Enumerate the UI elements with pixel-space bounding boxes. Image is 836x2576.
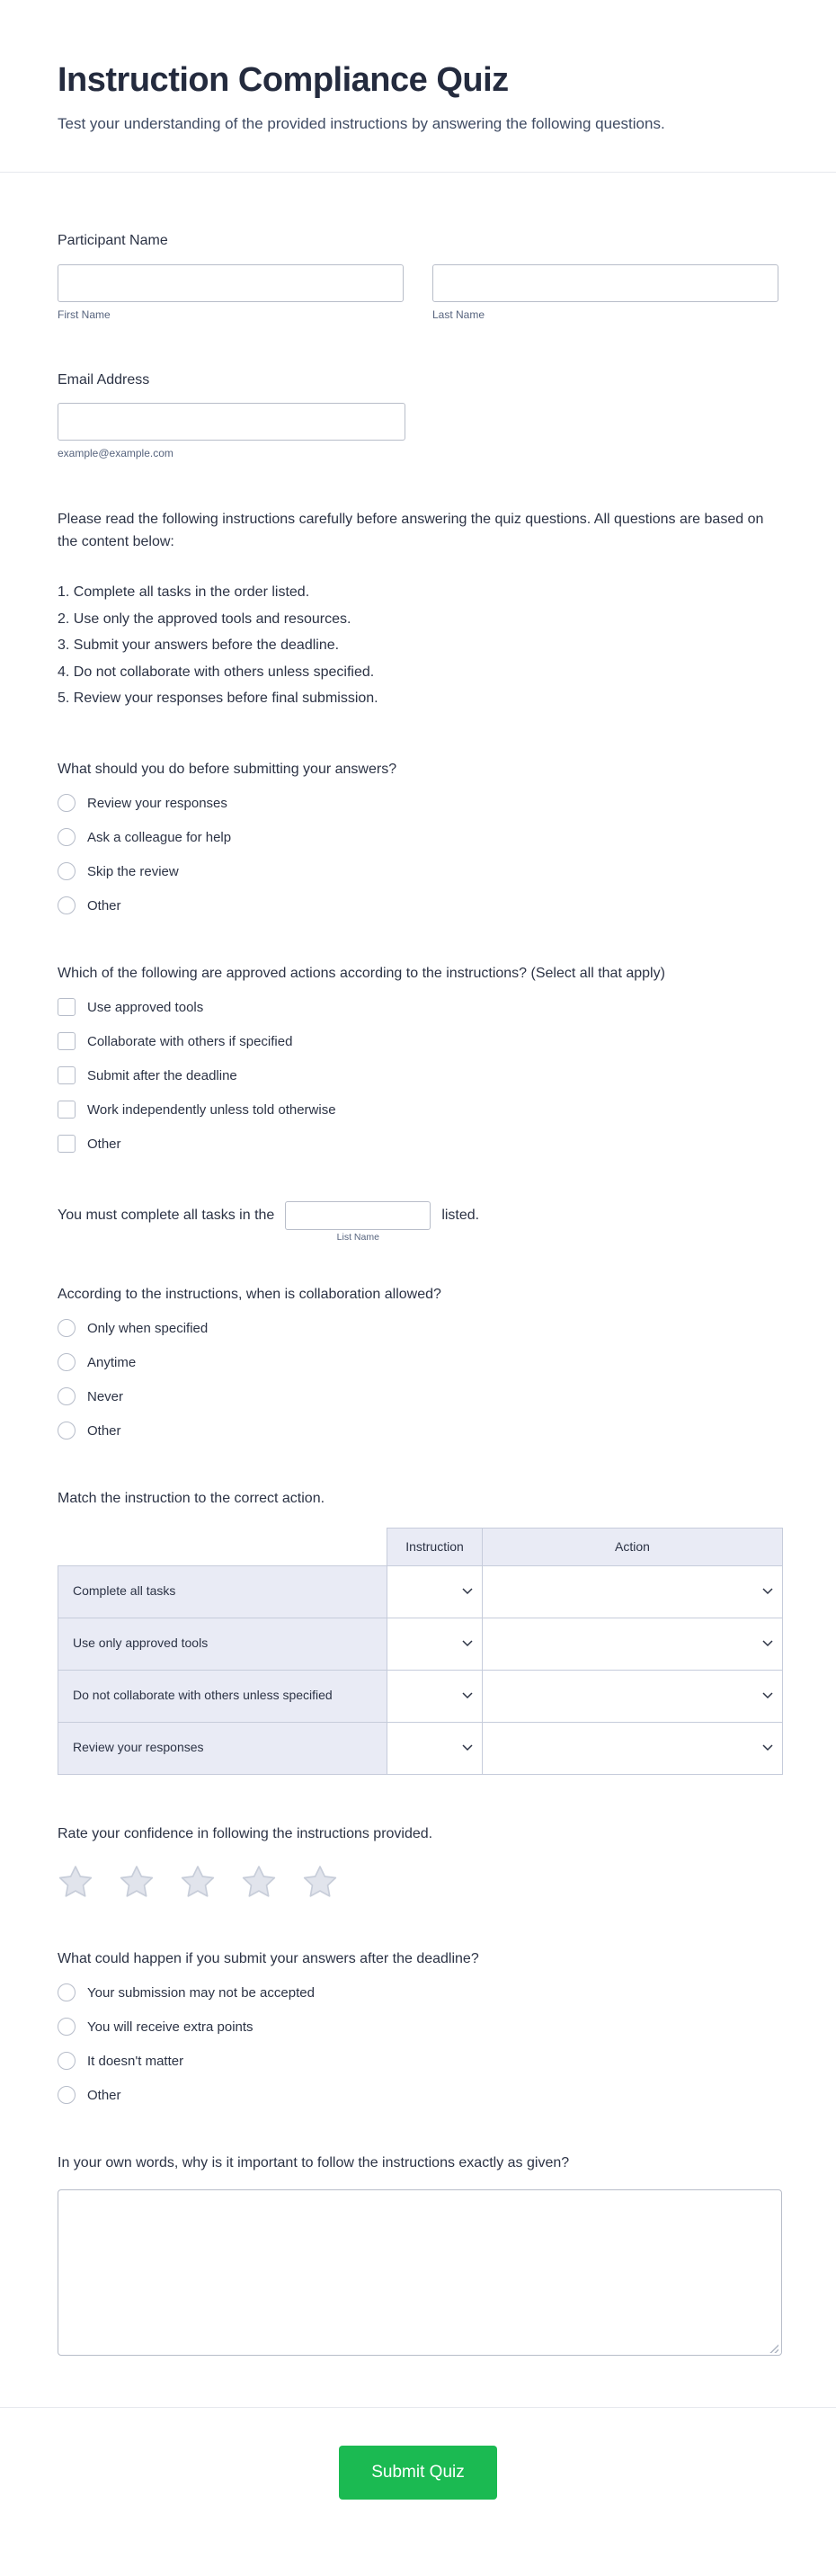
- answer-textarea[interactable]: [58, 2189, 782, 2356]
- email-label: Email Address: [58, 371, 150, 388]
- option-label: Other: [87, 1136, 121, 1152]
- radio-icon[interactable]: [58, 862, 76, 880]
- list-name-sublabel: List Name: [336, 1232, 379, 1243]
- question-before-submit: [58, 759, 778, 914]
- matrix-column-header: Instruction: [387, 1528, 483, 1565]
- chevron-down-icon: [762, 1588, 773, 1595]
- participant-name-label: Participant Name: [58, 233, 168, 249]
- form-body: [0, 173, 836, 2360]
- first-name-input[interactable]: [58, 264, 404, 302]
- matrix-row-label: Complete all tasks: [58, 1565, 387, 1618]
- option-label: Review your responses: [87, 795, 227, 811]
- last-name-sublabel: Last Name: [432, 308, 485, 321]
- instruction-line: 3. Submit your answers before the deadline.: [58, 637, 340, 654]
- chevron-down-icon: [762, 1692, 773, 1699]
- option-label: Other: [87, 2087, 121, 2103]
- email-field-group: [58, 370, 778, 459]
- question-deadline: [58, 1948, 778, 2104]
- star-icon[interactable]: [180, 1864, 216, 1900]
- matrix-action-dropdown[interactable]: [483, 1618, 783, 1670]
- radio-option[interactable]: [58, 896, 778, 914]
- last-name-input[interactable]: [432, 264, 778, 302]
- option-label: Other: [87, 897, 121, 914]
- intro-paragraph: Please read the following instructions carefully before answering the quiz questions. All questions are based on the content below:: [58, 511, 764, 550]
- checkbox-icon[interactable]: [58, 1135, 76, 1153]
- matrix-action-dropdown[interactable]: [483, 1722, 783, 1774]
- chevron-down-icon: [462, 1640, 473, 1647]
- radio-option[interactable]: [58, 1422, 778, 1440]
- question-label: What should you do before submitting your answers?: [58, 761, 397, 777]
- page-subtitle: Test your understanding of the provided instructions by answering the following questions.: [58, 115, 665, 132]
- radio-icon[interactable]: [58, 1353, 76, 1371]
- chevron-down-icon: [762, 1640, 773, 1647]
- fill-blank-text-after: listed.: [441, 1208, 480, 1224]
- matrix-table: [58, 1528, 783, 1775]
- option-label: It doesn't matter: [87, 2053, 184, 2069]
- radio-option[interactable]: [58, 1319, 778, 1337]
- question-own-words: [58, 2153, 778, 2360]
- chevron-down-icon: [762, 1744, 773, 1752]
- email-input[interactable]: [58, 403, 405, 441]
- instruction-line: 2. Use only the approved tools and resources.: [58, 611, 351, 627]
- matrix-row-label: Review your responses: [58, 1722, 387, 1774]
- email-sublabel: example@example.com: [58, 446, 173, 459]
- radio-icon[interactable]: [58, 1983, 76, 2001]
- question-label: In your own words, why is it important to follow the instructions exactly as given?: [58, 2155, 570, 2170]
- chevron-down-icon: [462, 1588, 473, 1595]
- radio-icon[interactable]: [58, 2018, 76, 2036]
- star-rating: [58, 1864, 778, 1900]
- matrix-row-label: Do not collaborate with others unless specified: [58, 1670, 387, 1722]
- radio-option[interactable]: [58, 1983, 778, 2001]
- radio-icon[interactable]: [58, 1422, 76, 1440]
- option-label: Other: [87, 1422, 121, 1439]
- checkbox-icon[interactable]: [58, 1101, 76, 1119]
- checkbox-option[interactable]: [58, 1101, 778, 1119]
- fill-blank-text-before: You must complete all tasks in the: [58, 1208, 275, 1224]
- option-label: Skip the review: [87, 863, 179, 879]
- radio-icon[interactable]: [58, 896, 76, 914]
- radio-option[interactable]: [58, 794, 778, 812]
- question-label: According to the instructions, when is collaboration allowed?: [58, 1287, 441, 1303]
- matrix-action-dropdown[interactable]: [483, 1670, 783, 1722]
- instruction-line: 4. Do not collaborate with others unless specified.: [58, 664, 375, 680]
- star-icon[interactable]: [58, 1864, 93, 1900]
- question-fill-blank: [58, 1201, 778, 1243]
- submit-button[interactable]: Submit Quiz: [339, 2446, 496, 2500]
- option-label: Anytime: [87, 1354, 137, 1370]
- checkbox-icon[interactable]: [58, 1066, 76, 1084]
- list-name-input[interactable]: [285, 1201, 431, 1230]
- radio-icon[interactable]: [58, 828, 76, 846]
- question-label: Rate your confidence in following the instructions provided.: [58, 1825, 433, 1841]
- option-label: Submit after the deadline: [87, 1067, 237, 1083]
- radio-option[interactable]: [58, 2052, 778, 2070]
- checkbox-option[interactable]: [58, 998, 778, 1016]
- radio-icon[interactable]: [58, 1387, 76, 1405]
- checkbox-icon[interactable]: [58, 998, 76, 1016]
- question-collaboration: [58, 1284, 778, 1440]
- checkbox-icon[interactable]: [58, 1032, 76, 1050]
- checkbox-option[interactable]: [58, 1066, 778, 1084]
- option-label: Use approved tools: [87, 999, 204, 1015]
- matrix-row-label: Use only approved tools: [58, 1618, 387, 1670]
- question-approved-actions: [58, 963, 778, 1153]
- instruction-line: 5. Review your responses before final submission.: [58, 691, 378, 707]
- instruction-list: [58, 579, 778, 712]
- option-label: Work independently unless told otherwise: [87, 1101, 336, 1118]
- radio-option[interactable]: [58, 2018, 778, 2036]
- option-label: Ask a colleague for help: [87, 829, 232, 845]
- checkbox-option[interactable]: [58, 1135, 778, 1153]
- question-label: Which of the following are approved actions according to the instructions? (Select all that apply): [58, 966, 665, 982]
- radio-icon[interactable]: [58, 2052, 76, 2070]
- question-label: What could happen if you submit your answers after the deadline?: [58, 1950, 479, 1966]
- participant-name-field: [58, 230, 778, 320]
- chevron-down-icon: [462, 1692, 473, 1699]
- radio-option[interactable]: [58, 862, 778, 880]
- radio-option[interactable]: [58, 1387, 778, 1405]
- matrix-instruction-dropdown[interactable]: [387, 1618, 483, 1670]
- submit-bar: [0, 2407, 836, 2550]
- radio-icon[interactable]: [58, 1319, 76, 1337]
- option-label: Never: [87, 1388, 124, 1404]
- question-matrix: [58, 1488, 778, 1774]
- radio-option[interactable]: [58, 828, 778, 846]
- question-label: Match the instruction to the correct action.: [58, 1491, 325, 1507]
- matrix-action-dropdown[interactable]: [483, 1565, 783, 1618]
- radio-option[interactable]: [58, 2086, 778, 2104]
- star-icon[interactable]: [302, 1864, 338, 1900]
- matrix-corner-cell: [58, 1528, 387, 1565]
- chevron-down-icon: [462, 1744, 473, 1752]
- matrix-instruction-dropdown[interactable]: [387, 1670, 483, 1722]
- radio-icon[interactable]: [58, 2086, 76, 2104]
- star-icon[interactable]: [241, 1864, 277, 1900]
- page-title: Instruction Compliance Quiz: [58, 61, 509, 99]
- instruction-line: 1. Complete all tasks in the order listed.: [58, 584, 310, 600]
- option-label: Only when specified: [87, 1320, 209, 1336]
- option-label: Your submission may not be accepted: [87, 1984, 315, 2001]
- matrix-column-header: Action: [483, 1528, 783, 1565]
- radio-option[interactable]: [58, 1353, 778, 1371]
- radio-icon[interactable]: [58, 794, 76, 812]
- option-label: You will receive extra points: [87, 2019, 253, 2035]
- first-name-sublabel: First Name: [58, 308, 111, 321]
- star-icon[interactable]: [119, 1864, 155, 1900]
- checkbox-option[interactable]: [58, 1032, 778, 1050]
- option-label: Collaborate with others if specified: [87, 1033, 293, 1049]
- matrix-instruction-dropdown[interactable]: [387, 1722, 483, 1774]
- matrix-instruction-dropdown[interactable]: [387, 1565, 483, 1618]
- form-header: [0, 0, 836, 173]
- question-rating: [58, 1823, 778, 1900]
